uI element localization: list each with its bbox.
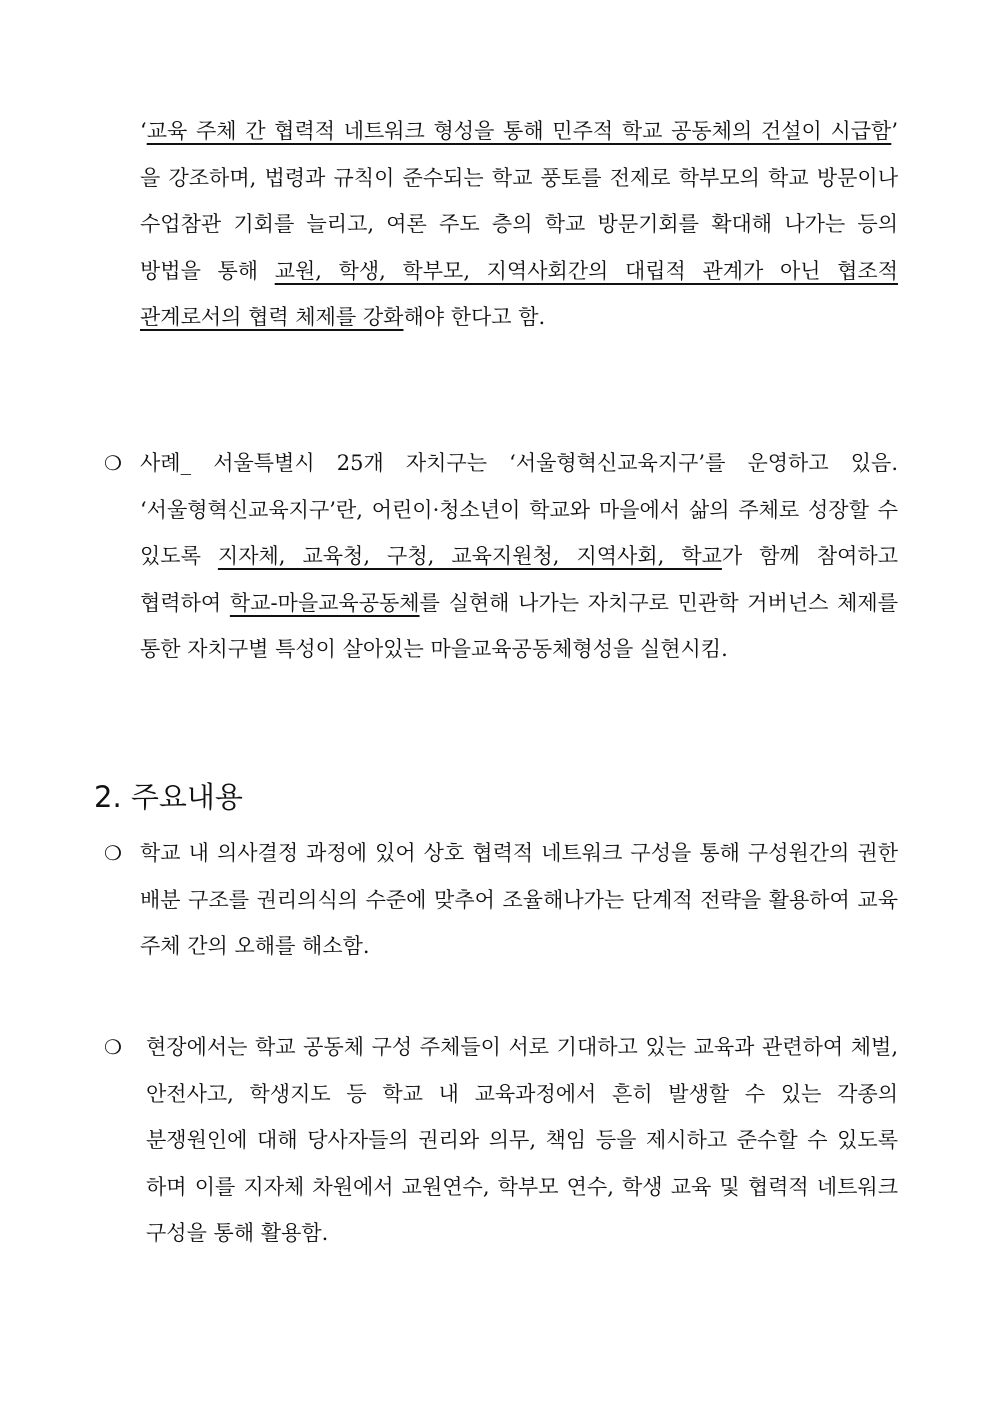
case-text-2: 가 함께 참여하고 협력하여: [140, 544, 899, 615]
case-text-3: 를 실현해 나가는 자치구로 민관학 거버넌스 체제를 통한 자치구별 특성이 살아있는 마을교육공동체형성을 실현시킴.: [140, 590, 898, 661]
case-paragraph: [140, 440, 898, 673]
intro-paragraph: [140, 108, 898, 341]
case-underlined-phrase-2: 학교-마을교육공동체: [229, 590, 420, 615]
intro-underlined-phrase-2: 교원, 학생, 학부모, 지역사회간의 대립적 관계가 아닌 협조적 관계로서의 협력 체제를 강화: [140, 258, 899, 329]
bullet-circle-icon: ❍: [104, 1035, 122, 1059]
bullet-circle-icon: ❍: [104, 841, 122, 865]
case-text-1: 사례_ 서울특별시 25개 자치구는 ‘서울형혁신교육지구’를 운영하고 있음. ‘서울형혁신교육지구’란, 어린이·청소년이 학교와 마을에서 삶의 주체로 성장할 수 있도록: [140, 451, 898, 568]
intro-quote-open: ‘: [140, 119, 147, 143]
intro-text-2: 해야 한다고 함.: [403, 305, 546, 329]
case-underlined-phrase-1: 지자체, 교육청, 구청, 교육지원청, 지역사회, 학교: [217, 544, 722, 568]
bullet-circle-icon: ❍: [104, 451, 122, 475]
section-heading: 2. 주요내용: [94, 780, 243, 814]
intro-underlined-phrase-1: 교육 주체 간 협력적 네트워크 형성을 통해 민주적 학교 공동체의 건설이 시급함: [146, 119, 892, 143]
section-item-text: 학교 내 의사결정 과정에 있어 상호 협력적 네트워크 구성을 통해 구성원간의 권한 배분 구조를 권리의식의 수준에 맞추어 조율해나가는 단계적 전략을 활용하여 교육 주체 간의 오해를 해소함.: [140, 841, 898, 958]
intro-text-1: ’ 을 강조하며, 법령과 규칙이 준수되는 학교 풍토를 전제로 학부모의 학교 방문이나 수업참관 기회를 늘리고, 여론 주도 층의 학교 방문기회를 확대해 나가는 등의 방법을 통해: [140, 119, 898, 283]
section-item-text: 현장에서는 학교 공동체 구성 주체들이 서로 기대하고 있는 교육과 관련하여 체벌, 안전사고, 학생지도 등 학교 내 교육과정에서 흔히 발생할 수 있는 각종의 분쟁원인에 대해 당사자들의 권리와 의무, 책임 등을 제시하고 준수할 수 있도록 하며 이를 지자체 차원에서 교원연수, 학부모 연수, 학생 교육 및 협력적 네트워크 구성을 통해 활용함.: [146, 1035, 898, 1245]
